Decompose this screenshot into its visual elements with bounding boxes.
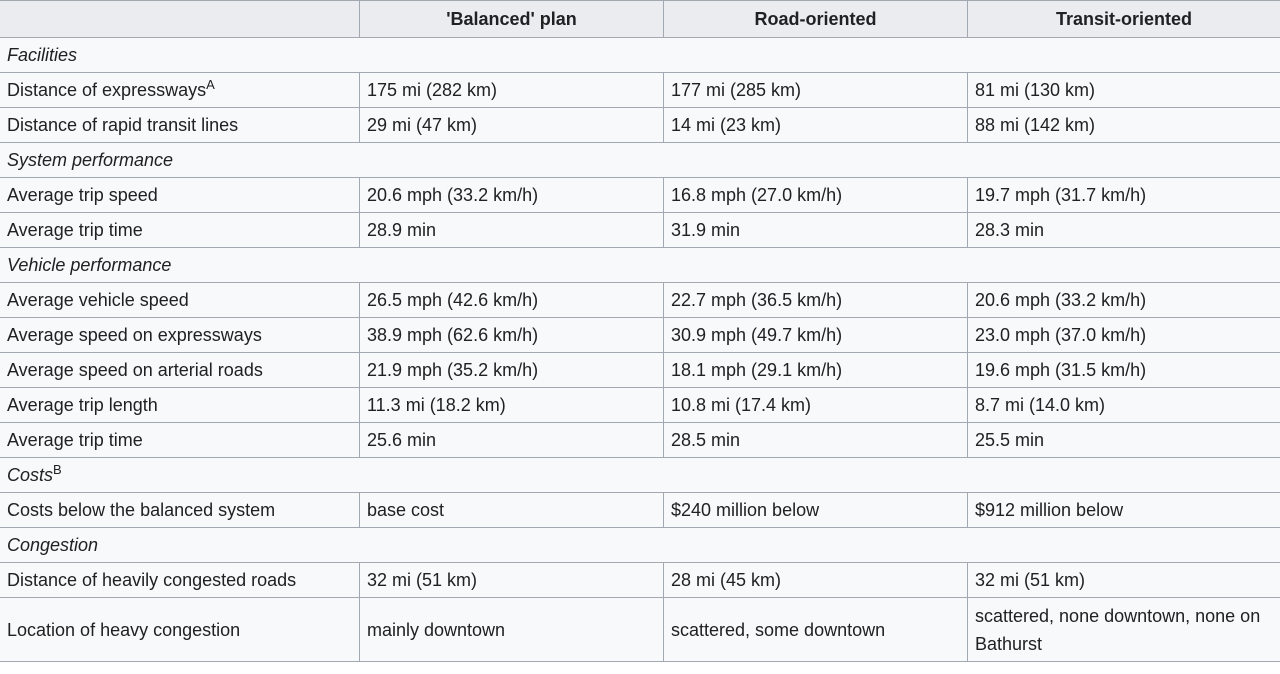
- value-cell-balanced: 175 mi (282 km): [360, 73, 664, 108]
- value-cell-balanced: mainly downtown: [360, 598, 664, 662]
- row-label: Average speed on arterial roads: [7, 360, 263, 380]
- header-cell-balanced: 'Balanced' plan: [360, 1, 664, 38]
- table-row: [0, 423, 1280, 458]
- table-body: [0, 38, 1280, 662]
- value-cell-transit: 88 mi (142 km): [968, 108, 1280, 143]
- value-cell-road: scattered, some downtown: [664, 598, 968, 662]
- value-cell-transit: 19.7 mph (31.7 km/h): [968, 178, 1280, 213]
- section-title: Costs: [7, 465, 54, 485]
- value-cell-transit: $912 million below: [968, 493, 1280, 528]
- section-row: [0, 143, 1280, 178]
- table-row: [0, 108, 1280, 143]
- table-row: [0, 213, 1280, 248]
- row-label: Distance of heavily congested roads: [7, 570, 297, 590]
- value-cell-balanced: 25.6 min: [360, 423, 664, 458]
- value-cell-balanced: 20.6 mph (33.2 km/h): [360, 178, 664, 213]
- section-title: Vehicle performance: [7, 255, 172, 275]
- table-row: [0, 73, 1280, 108]
- value-cell-transit: 32 mi (51 km): [968, 563, 1280, 598]
- value-cell-road: $240 million below: [664, 493, 968, 528]
- section-title: Facilities: [7, 45, 78, 65]
- header-cell-empty: [0, 1, 360, 38]
- section-heading: [0, 458, 1280, 493]
- value-cell-balanced: 21.9 mph (35.2 km/h): [360, 353, 664, 388]
- header-cell-road: Road-oriented: [664, 1, 968, 38]
- section-heading: [0, 38, 1280, 73]
- value-cell-transit: 20.6 mph (33.2 km/h): [968, 283, 1280, 318]
- section-heading: [0, 528, 1280, 563]
- value-cell-road: 30.9 mph (49.7 km/h): [664, 318, 968, 353]
- value-cell-road: 14 mi (23 km): [664, 108, 968, 143]
- row-label: Costs below the balanced system: [7, 500, 276, 520]
- section-row: [0, 248, 1280, 283]
- value-cell-road: 28.5 min: [664, 423, 968, 458]
- header-row: [0, 1, 1280, 38]
- table-row: [0, 353, 1280, 388]
- row-label-cell: [0, 423, 360, 458]
- row-label-cell: [0, 73, 360, 108]
- value-cell-balanced: 32 mi (51 km): [360, 563, 664, 598]
- value-cell-balanced: base cost: [360, 493, 664, 528]
- table-row: [0, 318, 1280, 353]
- row-label: Average vehicle speed: [7, 290, 189, 310]
- table-row: [0, 388, 1280, 423]
- header-cell-transit: Transit-oriented: [968, 1, 1280, 38]
- value-cell-transit: 25.5 min: [968, 423, 1280, 458]
- section-row: [0, 38, 1280, 73]
- row-label-cell: [0, 563, 360, 598]
- row-label-cell: [0, 178, 360, 213]
- table-row: [0, 563, 1280, 598]
- value-cell-balanced: 26.5 mph (42.6 km/h): [360, 283, 664, 318]
- value-cell-transit: scattered, none downtown, none on Bathurst: [968, 598, 1280, 662]
- row-label-cell: [0, 598, 360, 662]
- row-label-cell: [0, 108, 360, 143]
- row-label-cell: [0, 283, 360, 318]
- row-label-cell: [0, 388, 360, 423]
- value-cell-balanced: 28.9 min: [360, 213, 664, 248]
- section-heading: [0, 248, 1280, 283]
- footnote-marker: B: [53, 462, 62, 477]
- section-row: [0, 458, 1280, 493]
- row-label: Location of heavy congestion: [7, 619, 241, 640]
- value-cell-transit: 81 mi (130 km): [968, 73, 1280, 108]
- value-cell-road: 22.7 mph (36.5 km/h): [664, 283, 968, 318]
- section-row: [0, 528, 1280, 563]
- value-cell-road: 10.8 mi (17.4 km): [664, 388, 968, 423]
- footnote-marker: A: [206, 77, 215, 92]
- row-label-cell: [0, 213, 360, 248]
- value-cell-transit: 8.7 mi (14.0 km): [968, 388, 1280, 423]
- table-row: [0, 178, 1280, 213]
- row-label: Average trip speed: [7, 185, 158, 205]
- table-row: [0, 493, 1280, 528]
- section-title: System performance: [7, 150, 174, 170]
- value-cell-road: 177 mi (285 km): [664, 73, 968, 108]
- value-cell-transit: 23.0 mph (37.0 km/h): [968, 318, 1280, 353]
- row-label: Distance of rapid transit lines: [7, 115, 239, 135]
- row-label: Distance of expressways: [7, 80, 207, 100]
- value-cell-balanced: 38.9 mph (62.6 km/h): [360, 318, 664, 353]
- row-label-cell: [0, 353, 360, 388]
- row-label-cell: [0, 493, 360, 528]
- value-cell-transit: 19.6 mph (31.5 km/h): [968, 353, 1280, 388]
- row-label-cell: [0, 318, 360, 353]
- row-label: Average trip length: [7, 395, 158, 415]
- table-row: [0, 283, 1280, 318]
- row-label: Average speed on expressways: [7, 325, 262, 345]
- row-label: Average trip time: [7, 430, 143, 450]
- value-cell-road: 18.1 mph (29.1 km/h): [664, 353, 968, 388]
- row-label: Average trip time: [7, 220, 143, 240]
- section-title: Congestion: [7, 535, 99, 555]
- value-cell-balanced: 29 mi (47 km): [360, 108, 664, 143]
- value-cell-road: 16.8 mph (27.0 km/h): [664, 178, 968, 213]
- value-cell-road: 28 mi (45 km): [664, 563, 968, 598]
- value-cell-road: 31.9 min: [664, 213, 968, 248]
- section-heading: [0, 143, 1280, 178]
- table-row: [0, 598, 1280, 662]
- value-cell-transit: 28.3 min: [968, 213, 1280, 248]
- value-cell-balanced: 11.3 mi (18.2 km): [360, 388, 664, 423]
